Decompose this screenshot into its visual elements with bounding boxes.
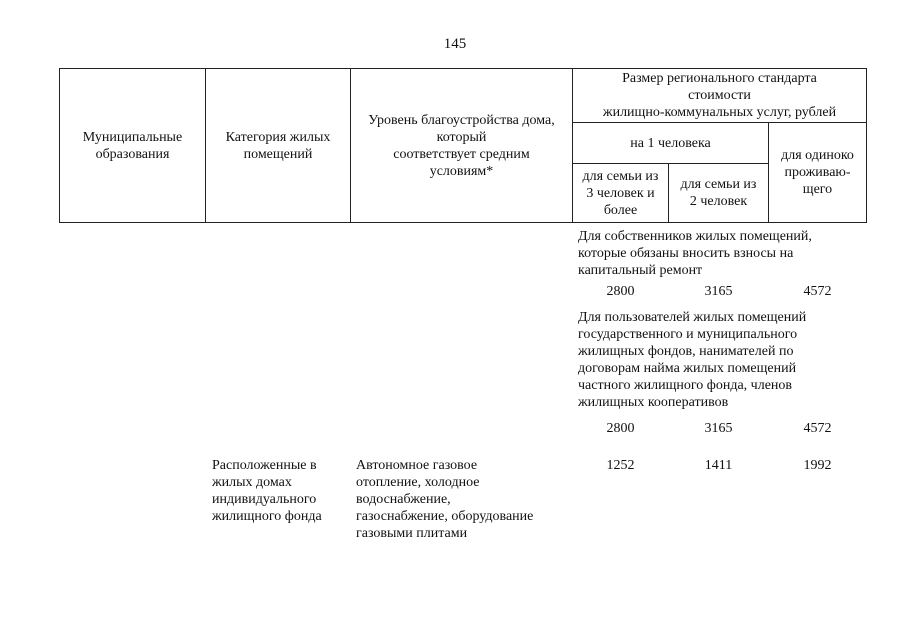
private-value-single: 1992 — [803, 458, 832, 473]
users-label: Для пользователей жилых помещений государственного и муниципального жилищных фондов, нанимателей по договорам найма жилых помещений частного жилищного фонда, членов жилищных кооперативов — [578, 310, 807, 410]
col-border-right — [866, 68, 867, 223]
header-municipal: Муниципальные образования — [82, 129, 183, 162]
private-value-family-3: 1252 — [606, 458, 635, 473]
private-level: Автономное газовое отопление, холодное водоснабжение, газоснабжение, оборудование газовыми плитами — [356, 458, 534, 541]
users-value-single: 4572 — [803, 421, 832, 436]
header-category: Категория жилых помещений — [225, 129, 331, 162]
header-family-2: для семьи из 2 человек — [680, 177, 757, 209]
page-number: 145 — [443, 36, 467, 52]
owners-value-family-2: 3165 — [704, 284, 733, 299]
users-value-family-3: 2800 — [606, 421, 635, 436]
header-size: Размер регионального стандарта стоимости жилищно-коммунальных услуг, рублей — [602, 71, 837, 120]
owners-label: Для собственников жилых помещений, которые обязаны вносить взносы на капитальный ремонт — [578, 229, 812, 278]
owners-value-family-3: 2800 — [606, 284, 635, 299]
header-family-3: для семьи из 3 человек и более — [582, 168, 659, 218]
header-level: Уровень благоустройства дома, который соответствует средним условиям* — [368, 112, 555, 179]
header-per-person: на 1 человека — [630, 135, 711, 151]
private-value-family-2: 1411 — [704, 458, 733, 473]
header-single: для одиноко проживаю- щего — [781, 148, 854, 197]
private-category: Расположенные в жилых домах индивидуального жилищного фонда — [212, 458, 322, 524]
users-value-family-2: 3165 — [704, 421, 733, 436]
owners-value-single: 4572 — [803, 284, 832, 299]
header-bottom-border — [59, 222, 867, 223]
